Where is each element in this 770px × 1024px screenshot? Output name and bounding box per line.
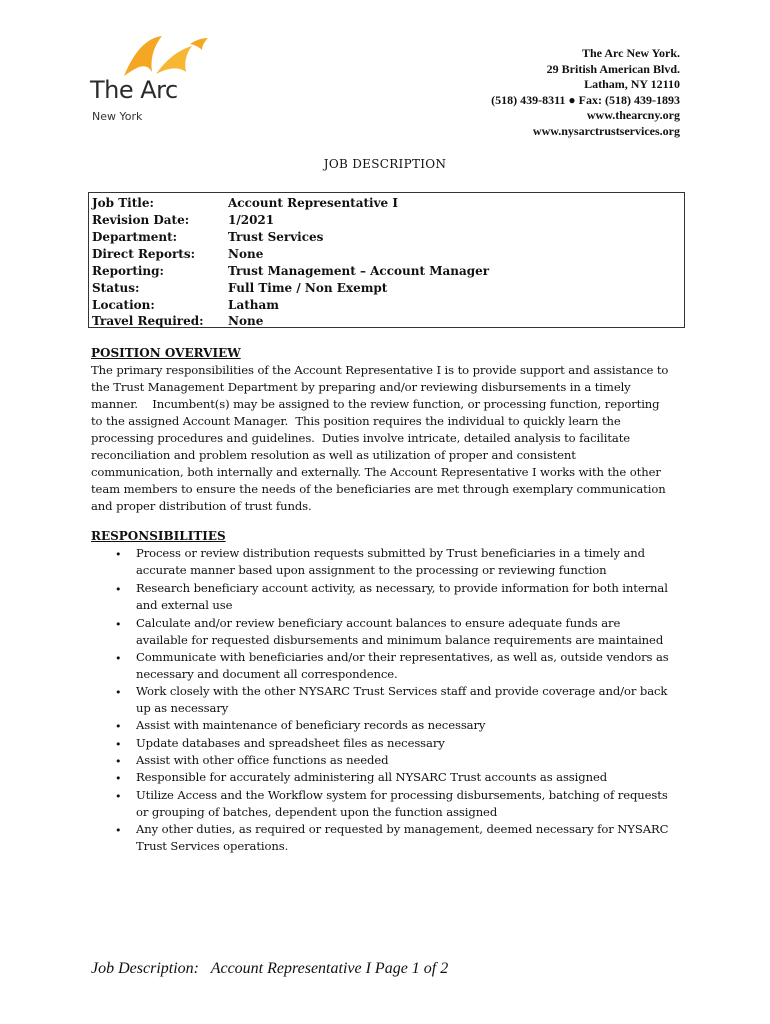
- bullet-icon: •: [115, 583, 122, 596]
- job-info-value: None: [228, 314, 264, 328]
- responsibility-line: available for requested disbursements and minimum balance requirements are maintained: [136, 633, 664, 647]
- overview-line: The primary responsibilities of the Account Representative I is to provide support and assistance to: [91, 363, 669, 377]
- job-info-label: Travel Required:: [92, 314, 204, 328]
- overview-line: processing procedures and guidelines. Duties involve intricate, detailed analysis to facilitate: [91, 431, 631, 445]
- address-block: [491, 46, 680, 139]
- responsibility-line: Any other duties, as required or requested by management, deemed necessary for NYSARC: [136, 822, 669, 836]
- overview-line: team members to ensure the needs of the beneficiaries are met through exemplary communication: [91, 482, 666, 496]
- bullet-icon: •: [115, 686, 122, 699]
- address-street: 29 British American Blvd.: [546, 61, 680, 76]
- job-info-label: Direct Reports:: [92, 247, 196, 261]
- job-info-label: Revision Date:: [92, 213, 190, 227]
- address-website-trust[interactable]: www.nysarctrustservices.org: [532, 123, 680, 138]
- address-phone-fax: (518) 439-8311 ● Fax: (518) 439-1893: [491, 92, 680, 107]
- job-info-label: Department:: [92, 230, 178, 244]
- responsibility-line: Process or review distribution requests submitted by Trust beneficiaries in a timely and: [136, 546, 645, 560]
- bullet-icon: •: [115, 618, 122, 631]
- overview-line: and proper distribution of trust funds.: [91, 499, 312, 513]
- arc-logo: [86, 32, 216, 132]
- bullet-icon: •: [115, 790, 122, 803]
- bullet-icon: •: [115, 824, 122, 837]
- logo-name: The Arc: [90, 76, 178, 104]
- document-heading: JOB DESCRIPTION: [323, 157, 447, 171]
- bullet-icon: •: [115, 772, 122, 785]
- overview-line: to the assigned Account Manager. This position requires the individual to quickly learn the: [91, 414, 621, 428]
- responsibility-line: Calculate and/or review beneficiary account balances to ensure adequate funds are: [136, 616, 621, 630]
- responsibility-line: Research beneficiary account activity, as necessary, to provide information for both internal: [136, 581, 668, 595]
- bullet-icon: •: [115, 548, 122, 561]
- job-info-value: None: [228, 247, 264, 261]
- bullet-icon: •: [115, 755, 122, 768]
- bullet-icon: •: [115, 738, 122, 751]
- page-footer: Job Description: Account Representative I Page 1 of 2: [91, 960, 449, 977]
- bullet-icon: •: [115, 652, 122, 665]
- job-info-value: Full Time / Non Exempt: [228, 281, 388, 295]
- job-info-value: Account Representative I: [228, 196, 398, 210]
- responsibility-line: and external use: [136, 598, 233, 612]
- address-city: Latham, NY 12110: [584, 77, 680, 91]
- bullet-icon: •: [115, 720, 122, 733]
- job-info-value: 1/2021: [228, 213, 275, 227]
- overview-line: communication, both internally and externally. The Account Representative I works with the other: [91, 465, 661, 479]
- job-info-value: Trust Management – Account Manager: [228, 264, 490, 278]
- job-info-label: Reporting:: [92, 264, 164, 278]
- job-info-value: Latham: [228, 298, 279, 312]
- responsibility-line: Assist with maintenance of beneficiary records as necessary: [136, 718, 486, 732]
- responsibility-line: up as necessary: [136, 701, 229, 715]
- responsibility-line: Assist with other office functions as needed: [136, 753, 389, 767]
- overview-line: the Trust Management Department by preparing and/or reviewing disbursements in a timely: [91, 380, 631, 394]
- responsibility-line: accurate manner based upon assignment to the processing or reviewing function: [136, 563, 607, 577]
- job-info-label: Location:: [92, 298, 155, 312]
- responsibility-line: Trust Services operations.: [136, 839, 289, 853]
- job-info-table: [88, 192, 685, 328]
- arc-swoosh-icon: [116, 32, 211, 82]
- address-org: The Arc New York.: [582, 46, 680, 60]
- responsibility-line: necessary and document all correspondence.: [136, 667, 398, 681]
- responsibility-line: or grouping of batches, dependent upon the function assigned: [136, 805, 498, 819]
- responsibilities-title: RESPONSIBILITIES: [91, 529, 226, 543]
- responsibility-line: Update databases and spreadsheet files as necessary: [136, 736, 445, 750]
- position-overview-title: POSITION OVERVIEW: [91, 346, 241, 360]
- overview-line: reconciliation and problem resolution as well as utilization of proper and consistent: [91, 448, 576, 462]
- responsibility-line: Communicate with beneficiaries and/or their representatives, as well as, outside vendors as: [136, 650, 669, 664]
- overview-line: manner. Incumbent(s) may be assigned to the review function, or processing function, reporting: [91, 397, 660, 411]
- job-info-value: Trust Services: [228, 230, 324, 244]
- address-website[interactable]: www.thearcny.org: [586, 108, 680, 122]
- logo-subtitle: New York: [92, 110, 143, 123]
- responsibility-line: Utilize Access and the Workflow system for processing disbursements, batching of requests: [136, 788, 668, 802]
- responsibility-line: Responsible for accurately administering all NYSARC Trust accounts as assigned: [136, 770, 608, 784]
- responsibility-line: Work closely with the other NYSARC Trust Services staff and provide coverage and/or back: [136, 684, 668, 698]
- job-info-label: Job Title:: [92, 196, 154, 210]
- job-info-label: Status:: [92, 281, 140, 295]
